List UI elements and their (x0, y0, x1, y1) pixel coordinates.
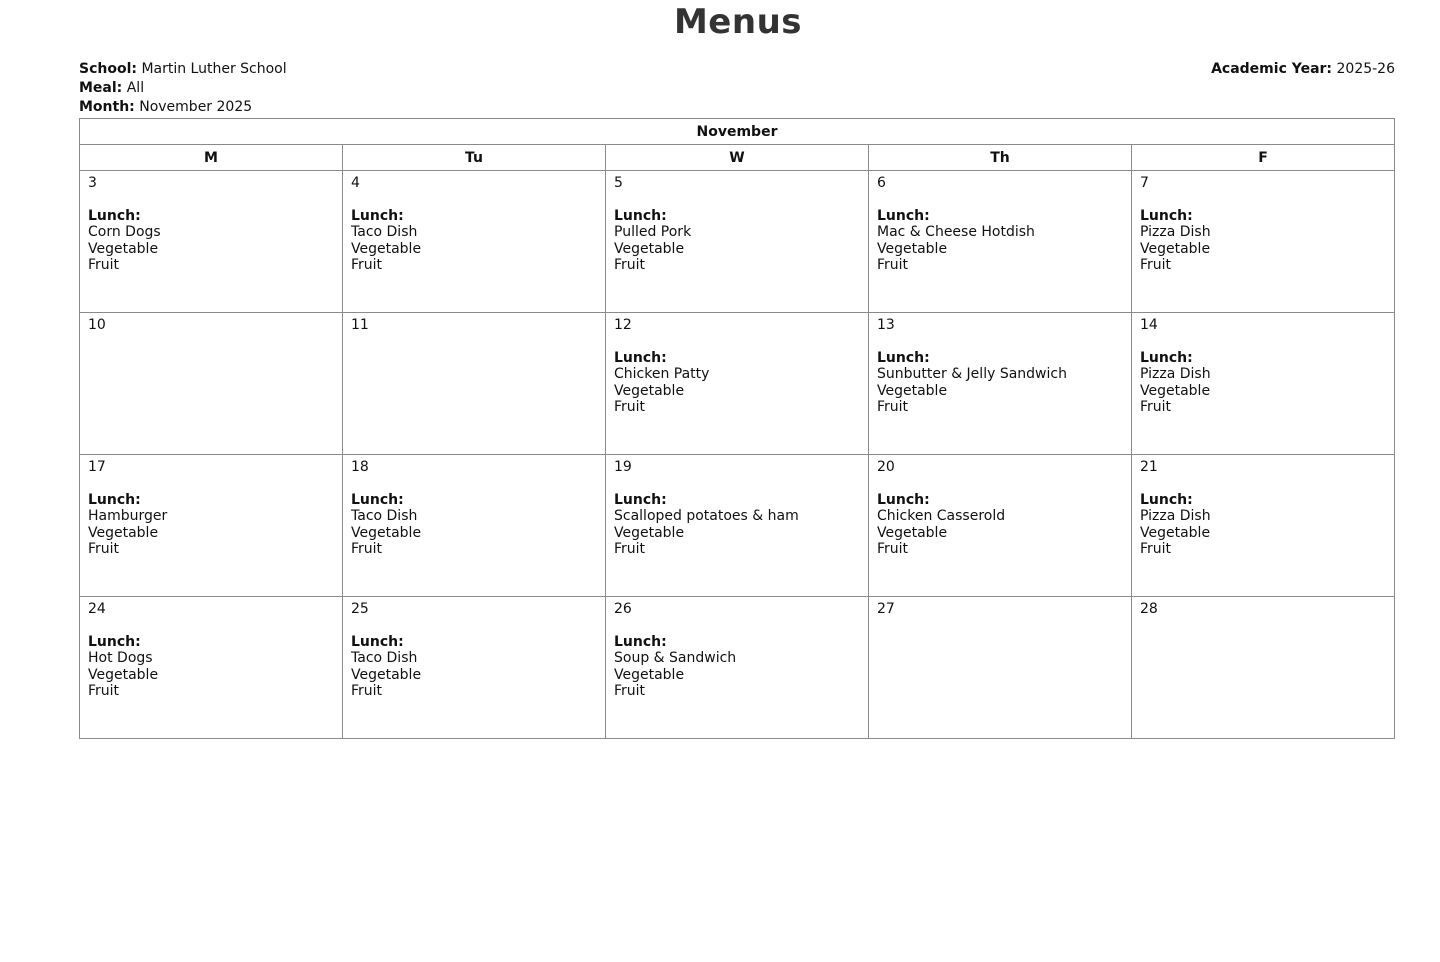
menu-item: Vegetable (614, 524, 685, 541)
day-content (606, 171, 868, 278)
day-content (869, 171, 1131, 278)
menu-calendar (79, 118, 1395, 739)
menu-item: Vegetable (351, 240, 422, 257)
day-content (869, 597, 1131, 638)
day-number: 10 (88, 317, 106, 333)
day-number: 20 (877, 459, 895, 475)
menu-item: Fruit (88, 257, 120, 273)
menu-item: Vegetable (877, 240, 948, 257)
academic-year (1211, 60, 1395, 79)
menu-item: Fruit (614, 399, 646, 415)
meal-label: Lunch: (877, 491, 930, 508)
menu-item: Vegetable (88, 240, 159, 257)
day-content (1132, 313, 1394, 420)
day-content (343, 455, 605, 562)
menu-item: Vegetable (877, 524, 948, 541)
meal-label: Lunch: (614, 207, 667, 224)
menu-item: Pizza Dish (1140, 224, 1211, 240)
menu-item: Taco Dish (351, 508, 418, 524)
day-cell (606, 455, 869, 597)
day-content (606, 597, 868, 704)
menu-item: Fruit (614, 541, 646, 557)
day-content (343, 171, 605, 278)
day-cell (1132, 171, 1395, 313)
meal-label: Lunch: (351, 207, 404, 224)
weekday-header: W (606, 145, 869, 171)
meal-label: Lunch: (614, 491, 667, 508)
day-content (869, 455, 1131, 562)
school-label: School: (79, 61, 137, 77)
menu-item: Vegetable (1140, 382, 1211, 399)
menu-item: Fruit (614, 257, 646, 273)
day-cell (80, 597, 343, 739)
meal-label: Lunch: (877, 349, 930, 366)
meal-value: All (126, 80, 145, 96)
day-cell (343, 597, 606, 739)
day-cell (1132, 455, 1395, 597)
menu-item: Vegetable (614, 382, 685, 399)
day-content (606, 313, 868, 420)
menu-item: Corn Dogs (88, 224, 161, 240)
day-content (80, 455, 342, 562)
weekday-header: Th (869, 145, 1132, 171)
day-number: 4 (351, 175, 360, 191)
day-number: 5 (614, 175, 623, 191)
month-label: Month: (79, 99, 135, 115)
meal-label: Lunch: (877, 207, 930, 224)
menu-item: Pulled Pork (614, 224, 692, 240)
week-row (80, 455, 1395, 597)
day-cell (869, 171, 1132, 313)
menu-item: Sunbutter & Jelly Sandwich (877, 366, 1067, 382)
meal-label: Lunch: (88, 633, 141, 650)
day-content (606, 455, 868, 562)
menu-item: Fruit (614, 683, 646, 699)
meal-label: Lunch: (1140, 491, 1193, 508)
day-number: 6 (877, 175, 886, 191)
meal-label: Lunch: (88, 491, 141, 508)
menu-item: Taco Dish (351, 224, 418, 240)
day-cell (606, 597, 869, 739)
day-number: 7 (1140, 175, 1149, 191)
month-row (79, 98, 287, 117)
meal-label: Lunch: (88, 207, 141, 224)
day-content (1132, 455, 1394, 562)
day-content (80, 313, 342, 354)
day-number: 19 (614, 459, 632, 475)
menu-item: Fruit (351, 683, 383, 699)
day-cell (869, 597, 1132, 739)
menu-item: Soup & Sandwich (614, 650, 737, 666)
school-value: Martin Luther School (141, 61, 287, 77)
meal-label: Lunch: (1140, 207, 1193, 224)
menu-item: Taco Dish (351, 650, 418, 666)
menu-item: Fruit (1140, 541, 1172, 557)
menu-item: Vegetable (614, 666, 685, 683)
meal-label: Lunch: (351, 633, 404, 650)
day-content (1132, 597, 1394, 638)
day-content (80, 597, 342, 704)
menu-item: Fruit (351, 257, 383, 273)
page-title: Menus (673, 2, 803, 42)
menu-item: Vegetable (1140, 240, 1211, 257)
menu-item: Fruit (351, 541, 383, 557)
day-cell (80, 455, 343, 597)
meal-label: Lunch: (1140, 349, 1193, 366)
day-content (1132, 171, 1394, 278)
day-cell (869, 455, 1132, 597)
menu-item: Hot Dogs (88, 650, 153, 666)
day-number: 28 (1140, 601, 1158, 617)
week-row (80, 171, 1395, 313)
menu-item: Vegetable (877, 382, 948, 399)
weekday-header: F (1132, 145, 1395, 171)
day-number: 11 (351, 317, 369, 333)
day-cell (80, 171, 343, 313)
menu-item: Scalloped potatoes & ham (614, 508, 799, 524)
menu-item: Chicken Casserold (877, 508, 1006, 524)
day-content (343, 313, 605, 354)
meal-row (79, 79, 287, 98)
academic-year-value: 2025-26 (1336, 61, 1395, 77)
day-cell (1132, 597, 1395, 739)
day-number: 17 (88, 459, 106, 475)
day-number: 18 (351, 459, 369, 475)
menu-item: Fruit (877, 257, 909, 273)
meal-label: Lunch: (614, 633, 667, 650)
menu-item: Vegetable (351, 524, 422, 541)
day-content (343, 597, 605, 704)
day-content (80, 171, 342, 278)
academic-year-label: Academic Year: (1211, 61, 1333, 77)
menu-item: Vegetable (614, 240, 685, 257)
day-content (869, 313, 1131, 420)
calendar-body (80, 171, 1395, 739)
menu-item: Vegetable (351, 666, 422, 683)
menu-item: Pizza Dish (1140, 508, 1211, 524)
day-cell (869, 313, 1132, 455)
menu-item: Fruit (1140, 257, 1172, 273)
day-cell (343, 313, 606, 455)
menu-item: Mac & Cheese Hotdish (877, 224, 1035, 240)
week-row (80, 597, 1395, 739)
menu-item: Vegetable (88, 524, 159, 541)
day-cell (80, 313, 343, 455)
day-number: 25 (351, 601, 369, 617)
day-number: 27 (877, 601, 895, 617)
menu-item: Fruit (877, 541, 909, 557)
month-header: November (80, 119, 1395, 145)
school-row (79, 60, 287, 79)
menu-item: Fruit (88, 541, 120, 557)
day-number: 21 (1140, 459, 1158, 475)
menu-item: Pizza Dish (1140, 366, 1211, 382)
weekday-header: Tu (343, 145, 606, 171)
day-number: 12 (614, 317, 632, 333)
day-number: 24 (88, 601, 106, 617)
weekday-header-row (80, 145, 1395, 171)
menu-item: Hamburger (88, 508, 168, 524)
menu-info (79, 60, 287, 117)
meal-label: Lunch: (351, 491, 404, 508)
meal-label: Meal: (79, 80, 123, 96)
day-number: 13 (877, 317, 895, 333)
day-number: 3 (88, 175, 97, 191)
meal-label: Lunch: (614, 349, 667, 366)
menu-item: Fruit (88, 683, 120, 699)
month-value: November 2025 (139, 99, 253, 115)
menu-item: Chicken Patty (614, 366, 710, 382)
menu-item: Fruit (1140, 399, 1172, 415)
day-cell (606, 313, 869, 455)
day-cell (343, 171, 606, 313)
weekday-header: M (80, 145, 343, 171)
day-cell (343, 455, 606, 597)
week-row (80, 313, 1395, 455)
month-header-row (80, 119, 1395, 145)
day-cell (1132, 313, 1395, 455)
menu-item: Vegetable (88, 666, 159, 683)
day-number: 14 (1140, 317, 1158, 333)
day-number: 26 (614, 601, 632, 617)
menu-item: Vegetable (1140, 524, 1211, 541)
day-cell (606, 171, 869, 313)
menu-item: Fruit (877, 399, 909, 415)
